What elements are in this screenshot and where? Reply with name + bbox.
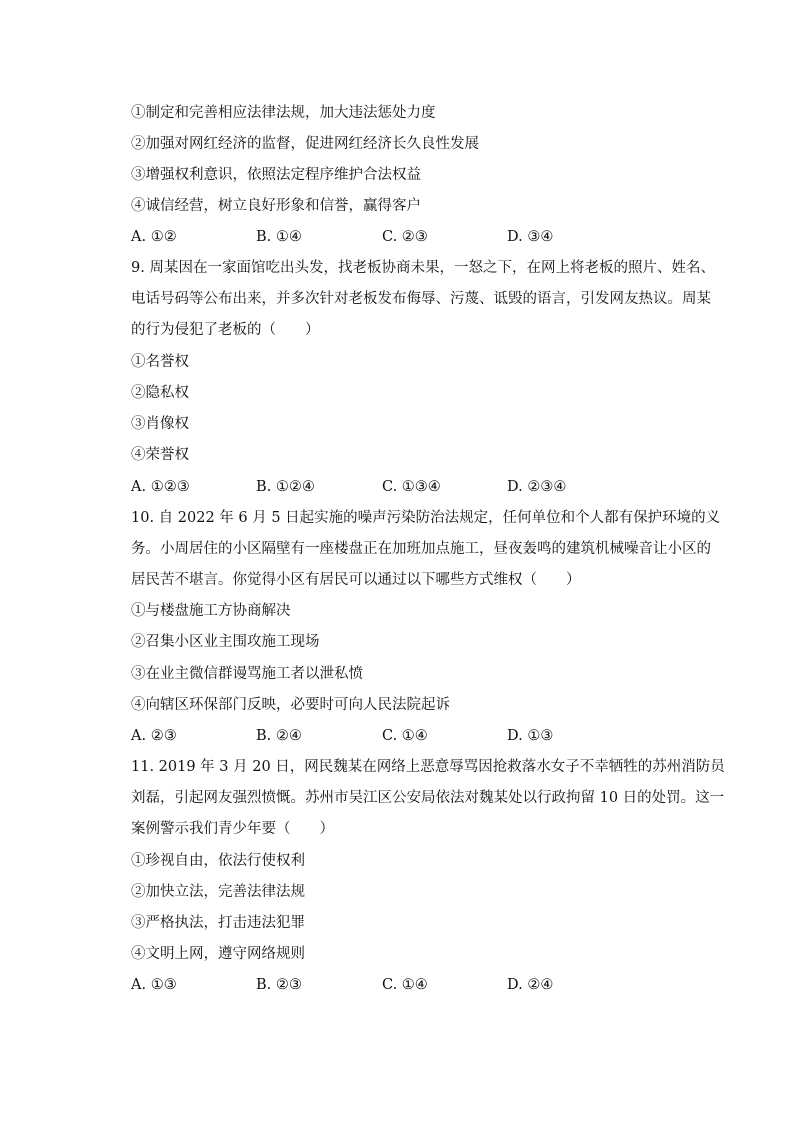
q11-option-c[interactable]: C. ①④ (382, 977, 428, 993)
q10-statement-2: ②召集小区业主围攻施工现场 (131, 634, 320, 650)
q8-option-a[interactable]: A. ①② (131, 229, 177, 245)
q10-option-c[interactable]: C. ①④ (382, 728, 428, 744)
q10-stem-line-2: 务。小周居住的小区隔壁有一座楼盘正在加班加点施工，昼夜轰鸣的建筑机械噪音让小区的 (131, 541, 711, 557)
q9-statement-3: ③肖像权 (131, 416, 189, 432)
q10-stem-line-1: 10. 自 2022 年 6 月 5 日起实施的噪声污染防治法规定，任何单位和个人都有保护环境的义 (131, 510, 721, 526)
q8-statement-4: ④诚信经营，树立良好形象和信誉，赢得客户 (131, 198, 421, 214)
q11-option-a[interactable]: A. ①③ (131, 977, 177, 993)
q11-statement-4: ④文明上网，遵守网络规则 (131, 946, 305, 962)
q9-statement-2: ②隐私权 (131, 385, 189, 401)
q8-statement-1: ①制定和完善相应法律法规，加大违法惩处力度 (131, 105, 436, 121)
q9-stem-line-2: 电话号码等公布出来，并多次针对老板发布侮辱、污蔑、诋毁的语言，引发网友热议。周某 (131, 291, 711, 307)
q10-stem-line-3: 居民苦不堪言。你觉得小区有居民可以通过以下哪些方式维权（ ） (131, 572, 581, 588)
q11-statement-3: ③严格执法，打击违法犯罪 (131, 915, 305, 931)
q10-option-d[interactable]: D. ①③ (507, 728, 554, 744)
q11-option-d[interactable]: D. ②④ (507, 977, 554, 993)
q9-statement-1: ①名誉权 (131, 354, 189, 370)
q10-statement-3: ③在业主微信群谩骂施工者以泄私愤 (131, 666, 363, 682)
q8-option-b[interactable]: B. ①④ (256, 229, 302, 245)
q11-stem-line-3: 案例警示我们青少年要（ ） (131, 821, 334, 837)
q9-stem-line-1: 9. 周某因在一家面馆吃出头发，找老板协商未果，一怒之下，在网上将老板的照片、姓名、 (131, 260, 715, 276)
q8-statement-2: ②加强对网红经济的监督，促进网红经济长久良性发展 (131, 136, 479, 152)
q11-statement-1: ①珍视自由，依法行使权利 (131, 853, 305, 869)
q9-option-d[interactable]: D. ②③④ (507, 479, 567, 495)
q10-option-a[interactable]: A. ②③ (131, 728, 177, 744)
q11-stem-line-1: 11. 2019 年 3 月 20 日，网民魏某在网络上恶意辱骂因抢救落水女子不幸牺牲的苏州消防员 (131, 759, 725, 775)
q9-stem-line-3: 的行为侵犯了老板的（ ） (131, 322, 320, 338)
q10-statement-4: ④向辖区环保部门反映，必要时可向人民法院起诉 (131, 697, 450, 713)
q8-option-d[interactable]: D. ③④ (507, 229, 554, 245)
q10-statement-1: ①与楼盘施工方协商解决 (131, 603, 291, 619)
q10-option-b[interactable]: B. ②④ (256, 728, 302, 744)
q9-option-a[interactable]: A. ①②③ (131, 479, 190, 495)
q11-option-b[interactable]: B. ②③ (256, 977, 302, 993)
q8-statement-3: ③增强权利意识，依照法定程序维护合法权益 (131, 167, 421, 183)
q9-statement-4: ④荣誉权 (131, 447, 189, 463)
q8-option-c[interactable]: C. ②③ (382, 229, 428, 245)
q9-option-b[interactable]: B. ①②④ (256, 479, 315, 495)
q11-stem-line-2: 刘磊，引起网友强烈愤慨。苏州市吴江区公安局依法对魏某处以行政拘留 10 日的处罚。这一 (131, 790, 725, 806)
q9-option-c[interactable]: C. ①③④ (382, 479, 441, 495)
q11-statement-2: ②加快立法，完善法律法规 (131, 884, 305, 900)
